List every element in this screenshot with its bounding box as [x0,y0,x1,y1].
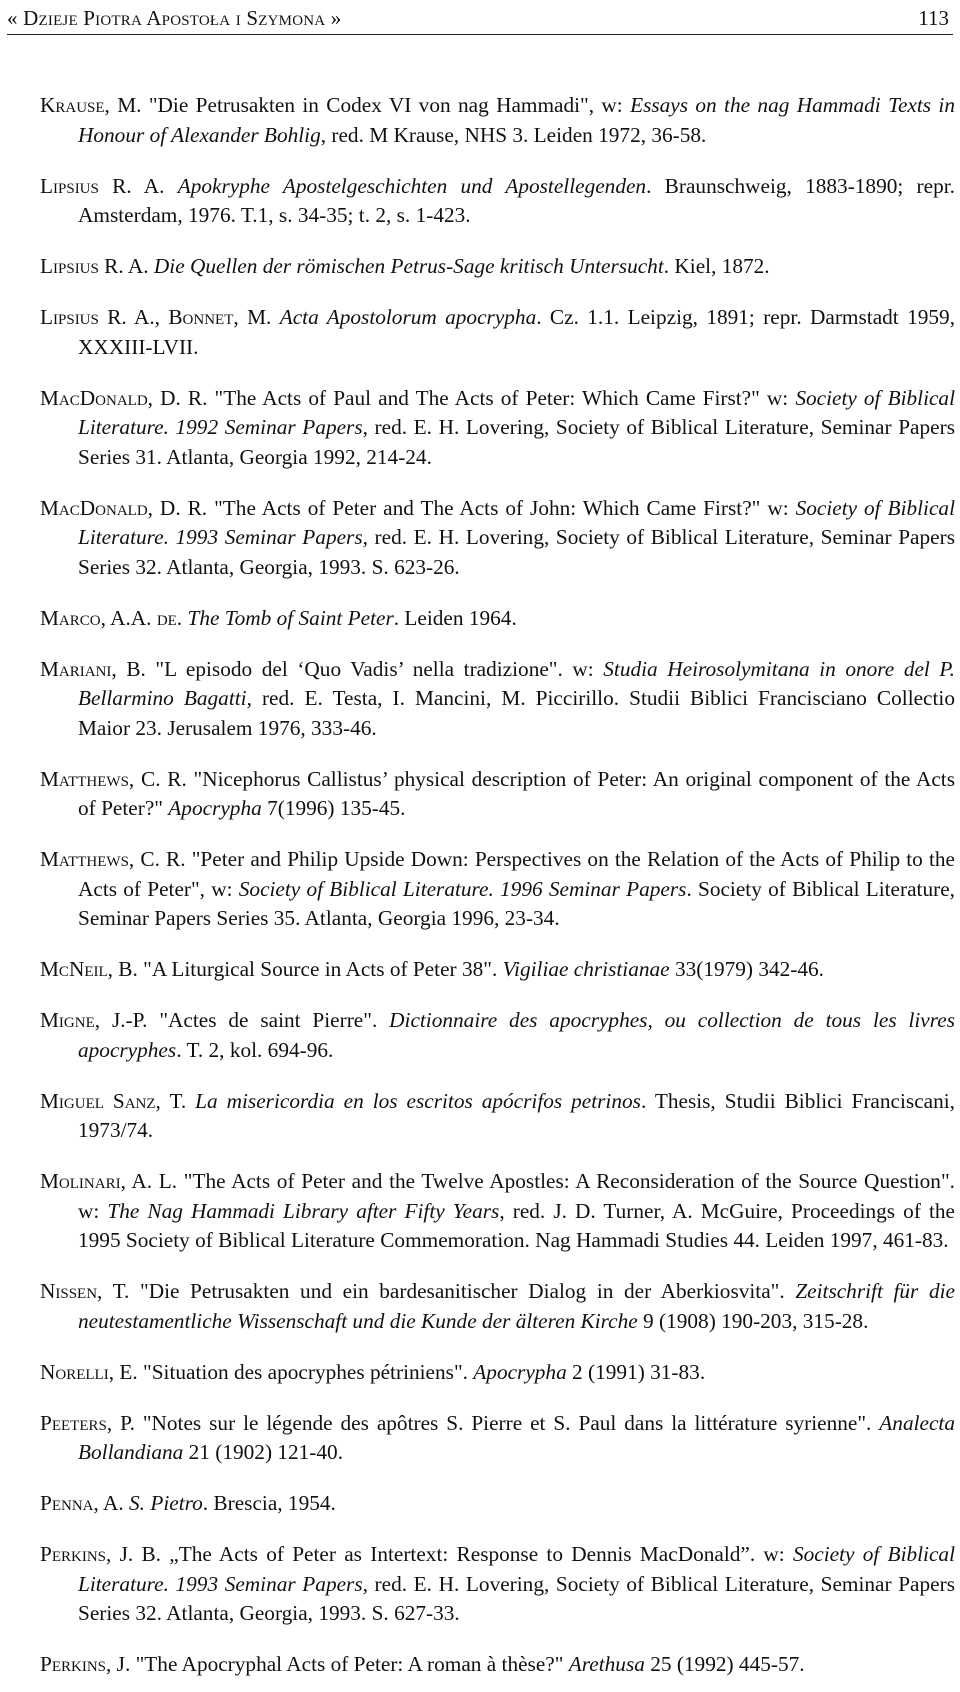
entry-text: 21 (1902) 121-40. [183,1440,344,1465]
bibliography-entry [40,172,955,231]
entry-title-italic: Vigiliae christianae [502,957,670,982]
entry-author: Peeters, P. [40,1410,135,1435]
entry-title-italic: Zeitschrift für die neutestamentliche Wissenschaft und die Kunde der älteren Kirche [78,1279,955,1333]
entry-author: Krause, M. [40,93,142,118]
entry-text: "Die Petrusakten in Codex VI von nag Hammadi", w: [141,93,631,118]
entry-text: 25 (1992) 445-57. [644,1652,805,1677]
entry-text: "Notes sur le légende des apôtres S. Pierre et S. Paul dans la littérature syrienne". [134,1410,880,1435]
bibliography-entry [40,655,955,744]
bibliography-entry [40,604,955,634]
page-number: 113 [918,6,949,30]
entry-author: Lipsius R. A. [40,173,165,198]
entry-author: McNeil, B. [40,957,138,982]
entry-author: Perkins, J. [40,1652,131,1677]
entry-author: Marco, A.A. de. [40,605,183,630]
bibliography-entry [40,252,955,282]
entry-text: „The Acts of Peter as Intertext: Response to Dennis MacDonald”. w: [161,1542,793,1567]
bibliography-list [40,70,955,1692]
bibliography-entry [40,955,955,985]
entry-text: , red. E. H. Lovering, Society of Biblical Literature, Seminar Papers Series 32. Atlanta, Georgia, 1993. S. 623-26. [78,525,955,579]
entry-text: . Brescia, 1954. [202,1491,336,1516]
bibliography-entry [40,1540,955,1629]
entry-text: "The Acts of Paul and The Acts of Peter: Which Came First?" w: [207,385,796,410]
bibliography-entry [40,1409,955,1468]
entry-author: Perkins, J. B. [40,1542,161,1567]
bibliography-entry [40,1006,955,1065]
entry-author: Lipsius R. A., Bonnet, M. [40,305,272,330]
entry-title-italic: Apocrypha [473,1359,567,1384]
running-title: « Dzieje Piotra Apostoła i Szymona » [7,6,342,30]
entry-author: Matthews, C. R. [40,847,186,872]
entry-title-italic: Society of Biblical Literature. 1992 Seminar Papers [78,385,955,440]
entry-title-italic: The Nag Hammadi Library after Fifty Years [107,1198,500,1223]
entry-author: Molinari, A. L. [40,1169,178,1194]
entry-text: "Actes de saint Pierre". [147,1008,390,1033]
entry-author: MacDonald, D. R. [40,495,208,520]
entry-title-italic: Acta Apostolorum apocrypha [279,305,537,330]
entry-author: Miguel Sanz, T. [40,1088,187,1113]
entry-text: . Society of Biblical Literature, Seminar Papers Series 35. Atlanta, Georgia 1996, 23-34. [78,876,955,931]
entry-text: 2 (1991) 31-83. [566,1359,706,1384]
entry-text: "The Apocryphal Acts of Peter: A roman à thèse?" [130,1652,569,1677]
entry-text: "The Acts of Peter and The Acts of John: Which Came First?" w: [207,495,796,520]
entry-text: . Cz. 1.1. Leipzig, 1891; repr. Darmstadt 1959, XXXIII-LVII. [78,305,956,359]
entry-text: , red. E. H. Lovering, Society of Biblical Literature, Seminar Papers Series 31. Atlanta, Georgia 1992, 214-24. [78,415,955,469]
entry-text: 7(1996) 135-45. [261,796,406,821]
entry-title-italic: S. Pietro [129,1491,203,1516]
entry-text [186,1089,195,1113]
entry-title-italic: Apokryphe Apostelgeschichten und Apostellegenden [177,173,647,198]
bibliography-entry [40,1167,955,1256]
entry-text: , red. J. D. Turner, A. McGuire, Proceedings of the 1995 Society of Biblical Literature Commemoration. Nag Hammadi Studies 44. Leiden 1997, 461-83. [78,1198,955,1253]
entry-text: "Die Petrusakten und ein bardesanitischer Dialog in der Aberkiosvita". [129,1279,796,1304]
bibliography-entry [40,845,955,934]
entry-text: 9 (1908) 190-203, 315-28. [637,1308,869,1333]
entry-text: , red. M Krause, NHS 3. Leiden 1972, 36-58. [320,122,707,147]
entry-text: , red. E. H. Lovering, Society of Biblical Literature, Seminar Papers Series 32. Atlanta, Georgia, 1993. S. 627-33. [78,1571,955,1626]
entry-text: "Nicephorus Callistus’ physical description of Peter: An original component of the Acts of Peter?" [78,766,955,821]
entry-title-italic: Analecta Bollandiana [78,1410,955,1465]
entry-text: "L episodo del ‘Quo Vadis’ nella tradizione". w: [145,656,604,681]
entry-title-italic: Society of Biblical Literature. 1996 Seminar Papers [238,876,687,901]
entry-text [271,305,279,329]
bibliography-entry [40,303,955,362]
entry-title-italic: Apocrypha [168,796,262,821]
entry-text: "Situation des apocryphes pétriniens". [137,1359,474,1384]
bibliography-entry [40,494,955,583]
entry-author: Mariani, B. [40,656,146,681]
entry-text [164,174,177,198]
entry-author: Penna, A. [40,1491,124,1516]
bibliography-entry [40,1650,955,1680]
entry-author: Norelli, E. [40,1359,138,1384]
entry-text: , red. E. Testa, I. Mancini, M. Piccirillo. Studii Biblici Francisciano Collectio Maior 23. Jerusalem 1976, 333-46. [78,686,955,740]
entry-author: Nissen, T. [40,1279,130,1304]
entry-title-italic: La misericordia en los escritos apócrifos petrinos [195,1088,641,1113]
entry-author: Migne, J.-P. [40,1008,148,1033]
entry-title-italic: Essays on the nag Hammadi Texts in Honour of Alexander Bohlig [78,93,955,147]
entry-author: Matthews, C. R. [40,766,187,791]
entry-text: "Peter and Philip Upside Down: Perspectives on the Relation of the Acts of Philip to the Acts of Peter", w: [78,847,955,901]
entry-text: . T. 2, kol. 694-96. [176,1037,334,1062]
bibliography-entry [40,1358,955,1388]
bibliography-entry [40,91,955,150]
entry-text: . Kiel, 1872. [663,254,770,279]
entry-title-italic: Society of Biblical Literature. 1993 Seminar Papers [78,495,955,550]
entry-text: . Thesis, Studii Biblici Franciscani, 1973/74. [78,1088,955,1143]
bibliography-entry [40,765,955,824]
bibliography-entry [40,1489,955,1519]
entry-author: Lipsius R. A. [40,254,149,279]
entry-title-italic: Dictionnaire des apocryphes, ou collection de tous les livres apocryphes [78,1008,955,1062]
bibliography-entry [40,1087,955,1146]
entry-author: MacDonald, D. R. [40,385,208,410]
entry-title-italic: Society of Biblical Literature. 1993 Seminar Papers [78,1542,955,1596]
entry-title-italic: The Tomb of Saint Peter [187,605,394,630]
entry-text: . Braunschweig, 1883-1890; repr. Amsterdam, 1976. T.1, s. 34-35; t. 2, s. 1-423. [78,173,955,228]
bibliography-entry [40,1277,955,1336]
entry-text: . Leiden 1964. [393,605,517,630]
running-header [7,4,953,35]
entry-text: "A Liturgical Source in Acts of Peter 38". [137,957,503,982]
entry-title-italic: Die Quellen der römischen Petrus-Sage kritisch Untersucht [153,254,664,279]
bibliography-entry [40,384,955,473]
entry-title-italic: Studia Heirosolymitana in onore del P. Bellarmino Bagatti [78,656,956,711]
entry-title-italic: Arethusa [568,1652,645,1677]
entry-text: 33(1979) 342-46. [669,957,825,982]
entry-text: "The Acts of Peter and the Twelve Apostles: A Reconsideration of the Source Question". w: [78,1169,955,1223]
